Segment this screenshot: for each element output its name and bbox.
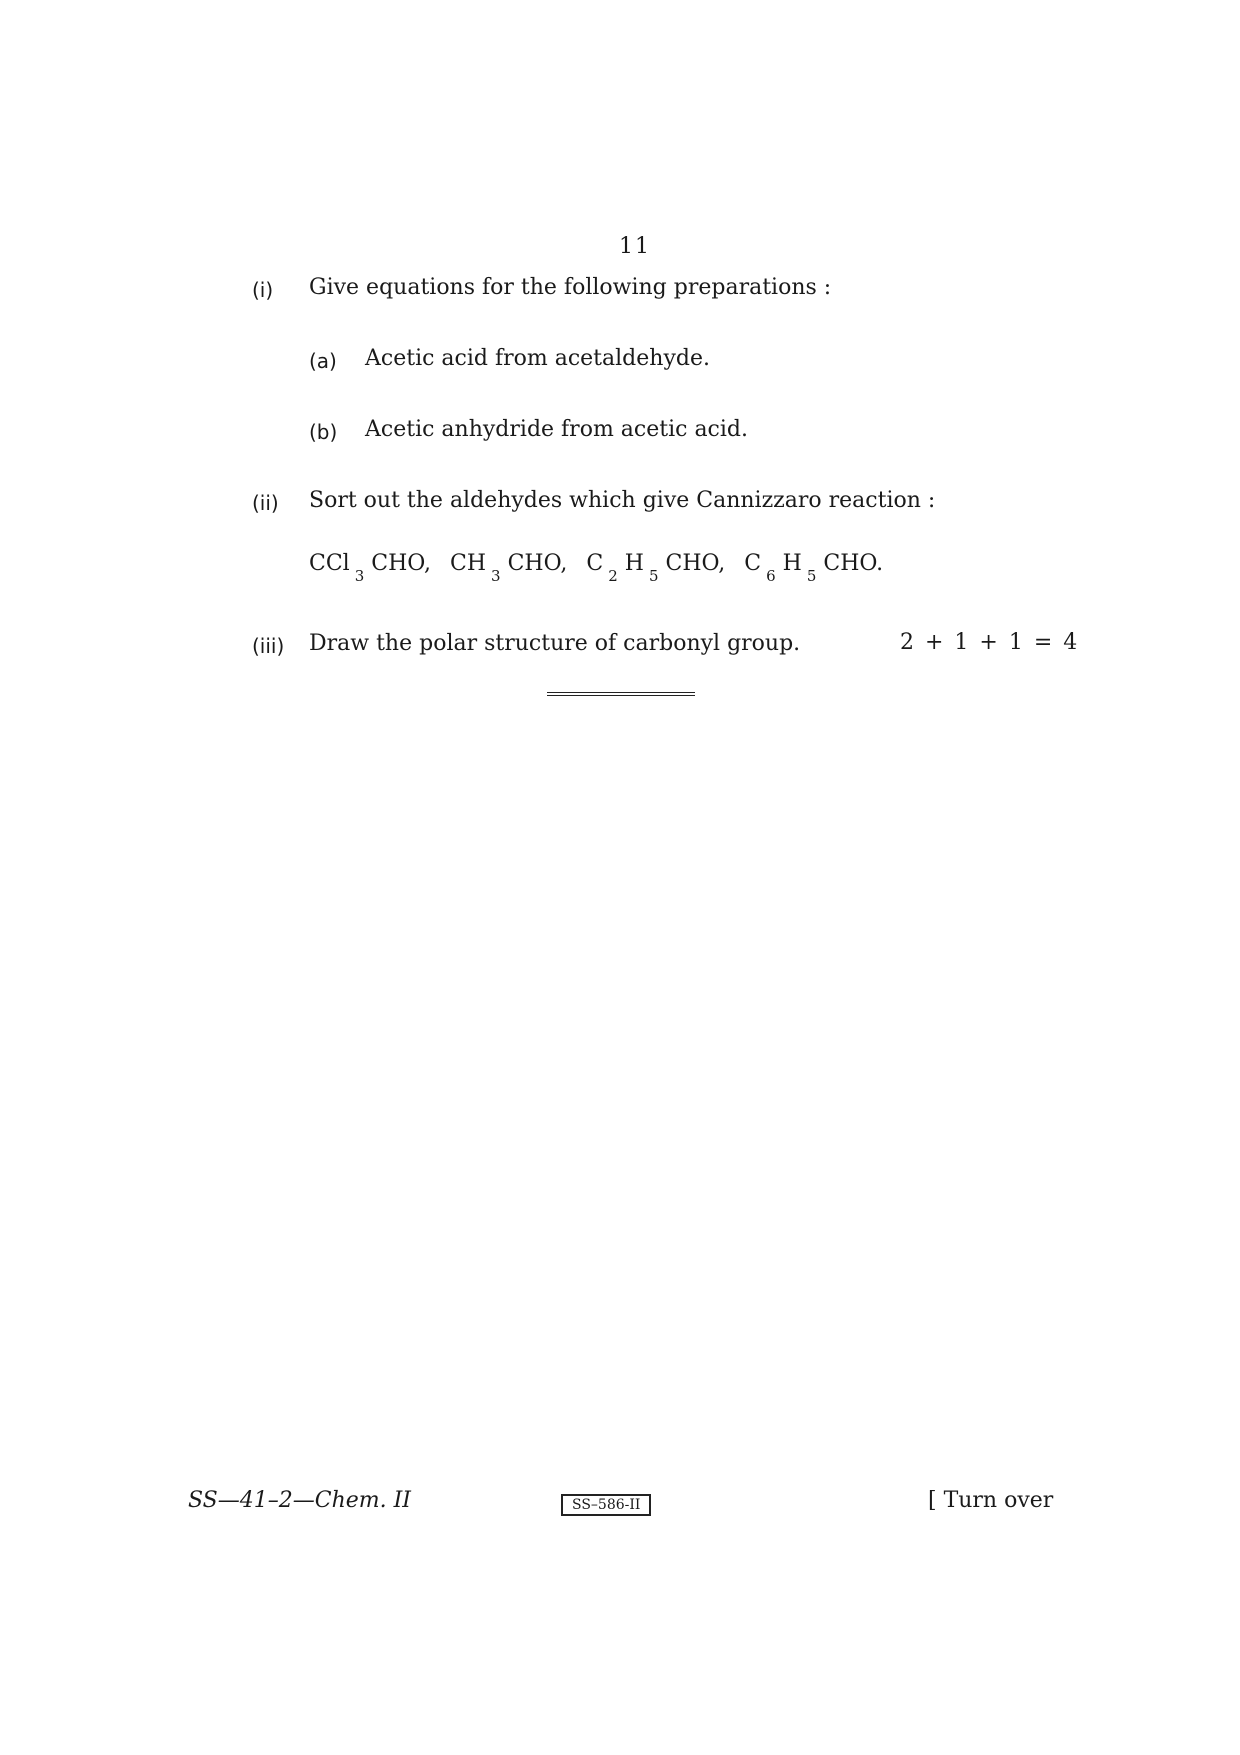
question-i-a-label: (a): [309, 349, 337, 373]
question-i-text: Give equations for the following preparations :: [309, 275, 832, 300]
formula-element: CHO.: [823, 551, 884, 576]
formula-element: CH: [450, 551, 487, 576]
formula-element: CCl: [309, 551, 350, 576]
formula-element: CHO,: [371, 551, 432, 576]
footer-paper-code: SS—41–2—Chem. II: [188, 1488, 411, 1513]
formula-element: CHO,: [665, 551, 726, 576]
end-of-paper-rule: [547, 692, 695, 696]
formula-c2h5-cho: [586, 551, 726, 585]
question-ii-label: (ii): [252, 491, 279, 515]
formula-subscript: 3: [354, 567, 365, 585]
question-i-a-text: Acetic acid from acetaldehyde.: [365, 346, 710, 371]
formula-subscript: 2: [608, 567, 618, 585]
formula-ch3-cho: [450, 551, 568, 585]
question-ii-text: Sort out the aldehydes which give Cannizzaro reaction :: [309, 488, 936, 513]
formula-subscript: 6: [766, 567, 776, 585]
footer-boxed-code: SS–586-II: [561, 1494, 651, 1516]
formula-element: C: [586, 551, 604, 576]
aldehyde-formula-list: [309, 551, 895, 585]
formula-element: C: [744, 551, 762, 576]
page-number: 11: [619, 234, 651, 259]
formula-c6h5-cho: [744, 551, 884, 585]
formula-subscript: 3: [491, 567, 501, 585]
marks-allocation: 2 + 1 + 1 = 4: [900, 630, 1078, 655]
formula-ccl3-cho: [309, 551, 432, 585]
formula-element: CHO,: [507, 551, 568, 576]
footer-turn-over: [ Turn over: [928, 1488, 1054, 1513]
formula-element: H: [624, 551, 644, 576]
formula-element: H: [782, 551, 802, 576]
question-i-b-text: Acetic anhydride from acetic acid.: [365, 417, 748, 442]
question-i-b-label: (b): [309, 420, 338, 444]
formula-subscript: 5: [806, 567, 817, 585]
formula-subscript: 5: [648, 567, 659, 585]
question-iii-label: (iii): [252, 634, 285, 658]
question-i-label: (i): [252, 278, 274, 302]
question-iii-text: Draw the polar structure of carbonyl group.: [309, 631, 801, 656]
